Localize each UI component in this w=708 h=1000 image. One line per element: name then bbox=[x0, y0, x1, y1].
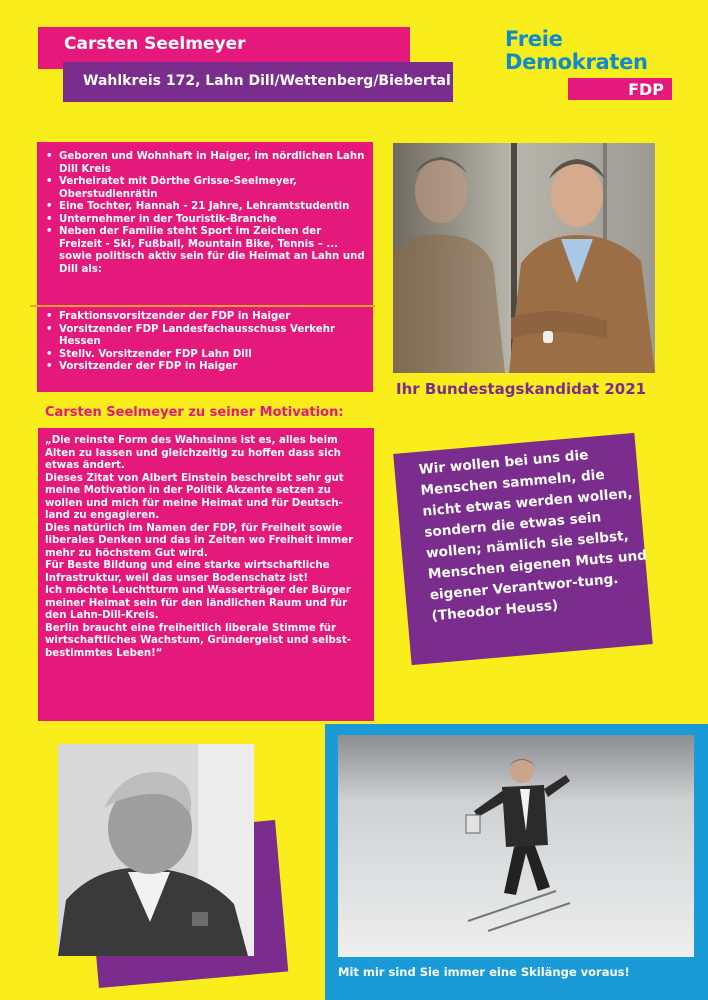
list-item: • Stellv. Vorsitzender FDP Lahn Dill bbox=[45, 349, 367, 362]
list-item: • Unternehmer in der Touristik-Branche bbox=[45, 214, 367, 227]
list-item: • Geboren und Wohnhaft in Haiger, im nördlichen Lahn Dill Kreis bbox=[45, 151, 367, 176]
candidate-bw-photo bbox=[58, 744, 254, 956]
candidate-portrait-photo bbox=[393, 143, 655, 373]
list-item: • Neben der Familie steht Sport im Zeichen der Freizeit - Ski, Fußball, Mountain Bike, Tennis – ... sowie politisch aktiv sein für die Heimat an Lahn und Dill als: bbox=[45, 226, 367, 276]
ski-caption: Mit mir sind Sie immer eine Skilänge voraus! bbox=[338, 965, 630, 979]
candidate-name: Carsten Seelmeyer bbox=[64, 34, 246, 54]
fdp-logo: Freie Demokraten FDP bbox=[498, 25, 674, 103]
list-item: • Verheiratet mit Dörthe Grisse-Seelmeyer, Oberstudienrätin bbox=[45, 176, 367, 201]
divider bbox=[30, 305, 375, 307]
list-item: • Vorsitzender der FDP in Haiger bbox=[45, 361, 367, 374]
bio-list bbox=[45, 151, 367, 276]
motivation-quote: „Die reinste Form des Wahnsinns ist es, alles beim Alten zu lassen und gleichzeitig zu hoffen dass sich etwas ändert. Dieses Zitat von Albert Einstein beschreibt sehr gut meine Motivation in der Politik Akzente setzen zu wollen und mich für meine Heimat und für Deutsch-land zu engagieren. Dies natürlich im Namen der FDP, für Freiheit sowie liberales Denken und das in Zeiten wo Freiheit immer mehr zu höchstem Gut wird. Für Beste Bildung und eine starke wirtschaftliche Infrastruktur, weil das unser Bodenschatz ist! Ich möchte Leuchtturm und Wasserträger der Bürger meiner Heimat sein für den ländlichen Raum und für den Lahn-Dill-Kreis. Berlin braucht eine freiheitlich liberale Stimme für wirtschaftliches Wachstum, Gründergeist und selbst-bestimmtes Leben!“ bbox=[45, 435, 354, 659]
heuss-quote: Wir wollen bei uns die Menschen sammeln, die nicht etwas werden wollen, sondern die etwas sein wollen; nämlich sie selbst, Menschen eigenen Muts und eigener Verantwor-tung. (Theodor Heuss) bbox=[418, 447, 648, 625]
motivation-heading: Carsten Seelmeyer zu seiner Motivation: bbox=[45, 405, 344, 420]
candidate-caption: Ihr Bundestagskandidat 2021 bbox=[396, 380, 647, 398]
ski-photo bbox=[338, 735, 694, 957]
list-item: • Vorsitzender FDP Landesfachausschuss Verkehr Hessen bbox=[45, 324, 367, 349]
list-item: • Fraktionsvorsitzender der FDP in Haiger bbox=[45, 311, 367, 324]
roles-list bbox=[45, 311, 367, 374]
district-label: Wahlkreis 172, Lahn Dill/Wettenberg/Biebertal bbox=[83, 73, 451, 89]
list-item: • Eine Tochter, Hannah - 21 Jahre, Lehramtstudentin bbox=[45, 201, 367, 214]
